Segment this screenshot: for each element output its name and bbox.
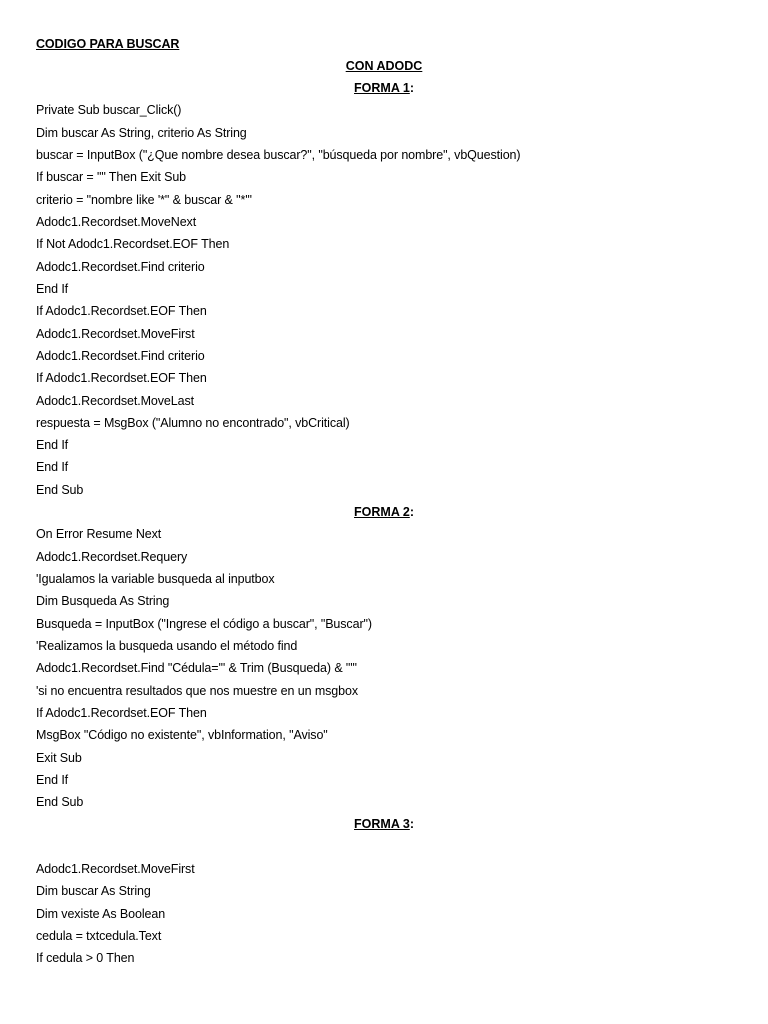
section-heading-forma-1 — [0, 80, 768, 96]
code-line: Adodc1.Recordset.MoveNext — [36, 215, 197, 229]
section-heading-suffix: : — [409, 81, 414, 95]
code-line: Adodc1.Recordset.Find "Cédula='" & Trim (Busqueda) & "'" — [36, 661, 357, 675]
code-line: Dim buscar As String, criterio As String — [36, 126, 247, 140]
document-title: CODIGO PARA BUSCAR — [36, 37, 180, 51]
section-heading-text: FORMA 3 — [354, 817, 410, 831]
code-line: If Adodc1.Recordset.EOF Then — [36, 304, 207, 318]
section-heading-suffix: : — [409, 817, 414, 831]
code-line: respuesta = MsgBox ("Alumno no encontrado", vbCritical) — [36, 416, 350, 430]
section-heading-text: FORMA 1 — [354, 81, 410, 95]
section-heading-forma-2 — [0, 504, 768, 520]
code-line: End Sub — [36, 483, 84, 497]
code-line: Dim vexiste As Boolean — [36, 907, 166, 921]
code-line: Adodc1.Recordset.Find criterio — [36, 349, 205, 363]
code-line: If Adodc1.Recordset.EOF Then — [36, 371, 207, 385]
code-line: If Adodc1.Recordset.EOF Then — [36, 706, 207, 720]
subtitle-text: CON ADODC — [345, 59, 423, 73]
code-line: Private Sub buscar_Click() — [36, 103, 182, 117]
code-line: MsgBox "Código no existente", vbInformation, "Aviso" — [36, 728, 328, 742]
document-subtitle — [0, 58, 768, 74]
code-line: On Error Resume Next — [36, 527, 162, 541]
code-line: If cedula > 0 Then — [36, 951, 135, 965]
code-line: Dim Busqueda As String — [36, 594, 170, 608]
code-line: criterio = "nombre like '*" & buscar & "*'" — [36, 193, 252, 207]
code-line: Busqueda = InputBox ("Ingrese el código a buscar", "Buscar") — [36, 617, 372, 631]
code-line: End If — [36, 773, 69, 787]
code-line: End Sub — [36, 795, 84, 809]
code-line: 'Igualamos la variable busqueda al inputbox — [36, 572, 275, 586]
code-line: If Not Adodc1.Recordset.EOF Then — [36, 237, 230, 251]
section-heading-suffix: : — [409, 505, 414, 519]
code-line: End If — [36, 460, 69, 474]
code-line: 'Realizamos la busqueda usando el método find — [36, 639, 298, 653]
code-line: Adodc1.Recordset.MoveFirst — [36, 327, 195, 341]
code-line: buscar = InputBox ("¿Que nombre desea buscar?", "búsqueda por nombre", vbQuestion) — [36, 148, 521, 162]
section-heading-text: FORMA 2 — [354, 505, 410, 519]
code-line: End If — [36, 438, 69, 452]
code-line: Dim buscar As String — [36, 884, 151, 898]
code-line: If buscar = "" Then Exit Sub — [36, 170, 187, 184]
code-line: Adodc1.Recordset.MoveLast — [36, 394, 195, 408]
code-line: Adodc1.Recordset.Requery — [36, 550, 188, 564]
code-line: Exit Sub — [36, 751, 82, 765]
code-line: 'si no encuentra resultados que nos muestre en un msgbox — [36, 684, 358, 698]
code-line: Adodc1.Recordset.Find criterio — [36, 260, 205, 274]
code-line: Adodc1.Recordset.MoveFirst — [36, 862, 195, 876]
section-heading-forma-3 — [0, 816, 768, 832]
code-line: End If — [36, 282, 69, 296]
code-line: cedula = txtcedula.Text — [36, 929, 162, 943]
